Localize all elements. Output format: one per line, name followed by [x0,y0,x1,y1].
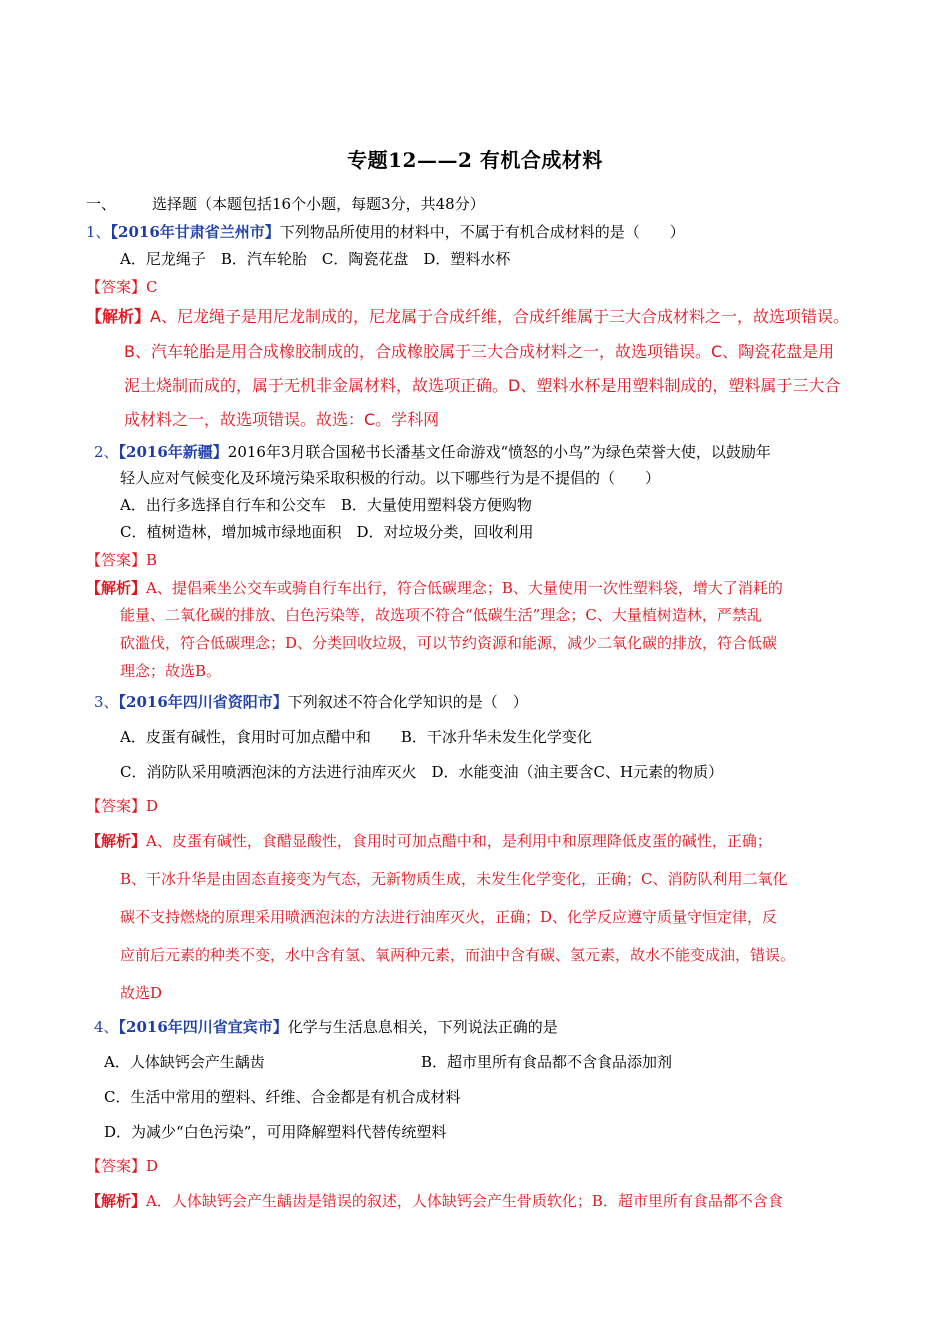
question-4-option-c: C．生活中常用的塑料、纤维、合金都是有机合成材料 [104,1088,461,1106]
question-1-analysis-text: A、尼龙绳子是用尼龙制成的，尼龙属于合成纤维，合成纤维属于三大合成材料之一，故选项错误。 [150,307,849,326]
question-3-analysis-text: B、干冰升华是由固态直接变为气态，无新物质生成，未发生化学变化，正确；C、消防队利用二氧化 [120,870,788,888]
question-2-options: C．植树造林，增加城市绿地面积 D．对垃圾分类，回收利用 [120,523,534,541]
question-4-option-a: A．人体缺钙会产生龋齿 [104,1053,265,1071]
question-1-analysis-text: 成材料之一，故选项错误。故选：C。学科网 [124,410,440,429]
question-3-stem: 下列叙述不符合化学知识的是（ ） [287,693,528,711]
question-3-source: 【2016年四川省资阳市】 [118,693,288,711]
page-title: 专题12——2 有机合成材料 [347,148,603,172]
question-4-number: 4、 [94,1018,119,1036]
question-2-answer: 【答案】B [86,551,158,569]
question-3-analysis-label: 【解析】 [86,832,147,850]
question-2-analysis-text: 能量、二氧化碳的排放、白色污染等，故选项不符合“低碳生活”理念；C、大量植树造林，严禁乱 [120,606,762,624]
question-3-analysis-text: 故选D [120,984,163,1002]
question-1-analysis-text: 泥土烧制而成的，属于无机非金属材料，故选项正确。D、塑料水杯是用塑料制成的，塑料属于三大合 [124,376,841,395]
question-2-options: A．出行多选择自行车和公交车 B．大量使用塑料袋方便购物 [120,496,532,514]
question-4-option-b: B．超市里所有食品都不含食品添加剂 [421,1053,673,1071]
question-2-analysis-text: 砍滥伐，符合低碳理念；D、分类回收垃圾，可以节约资源和能源，减少二氧化碳的排放，符合低碳 [120,634,778,652]
question-3-stem-line [94,692,528,712]
question-2-stem: 2016年3月联合国秘书长潘基文任命游戏“愤怒的小鸟”为绿色荣誉大使，以鼓励年 [227,443,771,461]
question-4-analysis-label: 【解析】 [86,1192,147,1210]
question-1-analysis-label: 【解析】 [86,307,151,326]
question-2-analysis-line [86,578,783,598]
question-4-analysis-line [86,1191,783,1211]
section-heading: 选择题（本题包括16个小题，每题3分，共48分） [152,195,485,213]
question-2-analysis-text: A、提倡乘坐公交车或骑自行车出行，符合低碳理念；B、大量使用一次性塑料袋，增大了消耗的 [146,579,783,597]
question-4-analysis-text: A．人体缺钙会产生龋齿是错误的叙述，人体缺钙会产生骨质软化；B．超市里所有食品都不含食 [146,1192,783,1210]
question-4-answer: 【答案】D [86,1157,159,1175]
question-4-stem-line [94,1017,558,1037]
question-4-stem: 化学与生活息息相关，下列说法正确的是 [287,1018,558,1036]
question-4-source: 【2016年四川省宜宾市】 [118,1018,288,1036]
question-1-stem: 下列物品所使用的材料中，不属于有机合成材料的是（ ） [279,223,685,241]
question-3-analysis-line [86,831,772,851]
section-number: 一、 [86,195,117,213]
question-3-analysis-text: 应前后元素的种类不变，水中含有氢、氧两种元素，而油中含有碳、氢元素，故水不能变成油，错误。 [120,946,796,964]
question-1-stem-line [86,222,685,242]
question-3-answer: 【答案】D [86,797,159,815]
question-3-number: 3、 [94,693,119,711]
question-1-number: 1、 [86,223,111,241]
question-2-analysis-text: 理念；故选B。 [120,662,222,680]
question-3-options: A．皮蛋有碱性，食用时可加点醋中和 B．干冰升华未发生化学变化 [120,728,592,746]
question-1-analysis-line [86,307,849,327]
question-1-analysis-text: B、汽车轮胎是用合成橡胶制成的，合成橡胶属于三大合成材料之一，故选项错误。C、陶瓷花盘是用 [124,342,835,361]
question-2-stem-cont: 轻人应对气候变化及环境污染采取积极的行动。以下哪些行为是不提倡的（ ） [120,469,661,487]
question-2-stem-line [94,442,771,462]
question-3-analysis-text: A、皮蛋有碱性，食醋显酸性，食用时可加点醋中和，是利用中和原理降低皮蛋的碱性，正确； [146,832,772,850]
question-1-options: A．尼龙绳子 B．汽车轮胎 C．陶瓷花盘 D．塑料水杯 [120,250,511,268]
question-2-number: 2、 [94,443,119,461]
question-1-source: 【2016年甘肃省兰州市】 [110,223,280,241]
question-1-answer: 【答案】C [86,278,158,296]
question-2-source: 【2016年新疆】 [118,443,228,461]
question-3-options: C．消防队采用喷洒泡沫的方法进行油库灭火 D．水能变油（油主要含C、H元素的物质） [120,763,724,781]
question-2-analysis-label: 【解析】 [86,579,147,597]
question-3-analysis-text: 碳不支持燃烧的原理采用喷洒泡沫的方法进行油库灭火，正确；D、化学反应遵守质量守恒定律，反 [120,908,778,926]
question-4-option-d: D．为减少“白色污染”，可用降解塑料代替传统塑料 [104,1123,447,1141]
